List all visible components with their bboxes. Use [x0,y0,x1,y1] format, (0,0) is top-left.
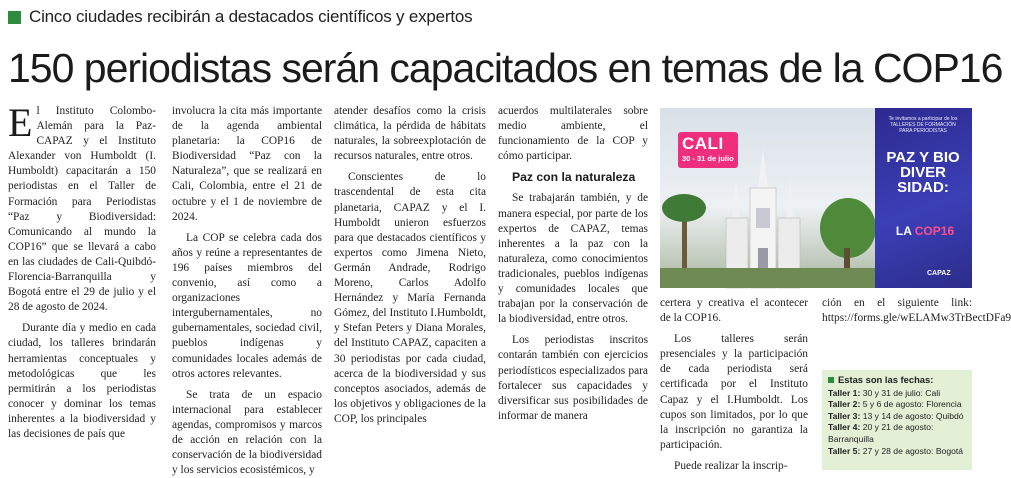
dates-box-title [828,374,968,386]
square-icon [828,377,834,383]
paragraph: atender desafíos como la crisis climática, la pérdida de hábitats naturales, la sobreexplotación de recursos naturales, entre otros. [334,105,486,163]
subheading: Paz con la naturaleza [512,170,636,185]
section-kicker [8,4,968,30]
logo-cop: COP16 [914,224,955,238]
capaz-logo: CAPAZ [927,270,951,277]
paragraph: Puede realizar la inscrip- [674,459,788,472]
paragraph-text: l Instituto Colombo-Alemán para la Paz-CAPAZ y el Instituto Alexander von Humboldt (I. Humboldt) capacitarán a 150 periodistas en el Taller de Formación para Periodistas “Paz y Biodiversidad: Comunicando al mundo la COP16” que se llevará a cabo en las ciudades de Cali-Quibdó- Florencia-Barranquilla y Bogotá entre el 29 de julio y el 28 de agosto de 2024. [8,105,156,314]
paragraph: certera y creativa el acontecer de la COP16. [660,297,808,325]
taller-label: Taller 3: [828,410,861,421]
poster-city: CALI [682,134,724,153]
article-column-5 [660,296,808,470]
taller-text: 20 y 21 de agosto: Barranquilla [828,422,934,444]
taller-label: Taller 5: [828,445,861,456]
taller-item [828,388,968,400]
paragraph: Los talleres serán presenciales y la participación de cada periodista será certificada por el Instituto Capaz y el I.Humboldt. Los cupos son limitados, por lo que la inscripción no garantiza la participación. [660,333,808,451]
taller-item [828,422,968,445]
poster-title: PAZ Y BIO DIVER SIDAD: [886,149,960,196]
paragraph: Durante día y medio en cada ciudad, los talleres brindarán herramientas conceptuales y metodológicas que les permitirán a los periodistas conocer y dominar los temas inherentes a la biodiversidad y las decisiones de país que [8,322,156,440]
article-column-3 [334,104,486,470]
taller-item [828,446,968,458]
paragraph: Se trata de un espacio internacional para establecer agendas, compromisos y marcos de acción en relación con la conservación de la biodiversidad y los servicios ecosistémicos, y [172,388,322,477]
poster-dates: 30 - 31 de julio [682,154,734,163]
ground [660,268,875,288]
paragraph: acuerdos multilaterales sobre medio ambiente, el funcionamiento de la COP y cómo participar. [498,105,648,163]
dates-box-title-text: Estas son las fechas: [838,374,934,385]
taller-label: Taller 4: [828,422,861,433]
workshop-poster [875,108,972,288]
paragraph: involucra la cita más importante de la agenda ambiental planetaria: la COP16 de Biodiversidad “Paz con la Naturaleza”, que se realizará en Cali, Colombia, entre el 21 de octubre y el 1 de noviembre de 2024. [172,105,322,223]
taller-text: 27 y 28 de agosto: Bogotá [860,445,964,456]
taller-label: Taller 2: [828,399,861,410]
taller-text: 13 y 14 de agosto: Quibdó [860,410,964,421]
paragraph: La COP se celebra cada dos años y reúne a representantes de 196 países miembros del convenio, así como a organizaciones intergubernamentales, no gubernamentales, sociedad civil, pueblos indígenas y comunidades locales además de otros actores relevantes. [172,231,322,380]
paragraph: Se trabajarán también, y de manera especial, por parte de los expertos de CAPAZ, temas inherentes a la paz con la naturaleza, como conocimientos tradicionales, pueblos indígenas y comunidades locales que trabajan por la conservación de la biodiversidad, entre otros. [498,192,648,326]
event-photo [660,108,972,288]
taller-text: 30 y 31 de julio: Cali [860,387,941,398]
kicker-square-icon [8,11,21,24]
cop16-logo [895,224,955,242]
dates-box [822,370,972,470]
headline: 150 periodistas serán capacitados en temas de la COP16 [8,45,1003,91]
taller-item [828,411,968,423]
article-column-6 [822,296,1011,366]
taller-item [828,399,968,411]
taller-label: Taller 1: [828,387,861,398]
poster-invite-text: Te invitamos a participar de los TALLERES DE FORMACIÓN PARA PERIODISTAS [888,116,958,134]
article-column-2 [172,104,322,477]
taller-text: 5 y 6 de agosto: Florencia [860,399,962,410]
registration-link-text: ción en el siguiente link: https://forms.gle/wELAMw3TrBectDFa9 [822,297,1011,325]
article-column-4 [498,104,648,470]
article-column-1 [8,100,156,470]
cali-badge [678,132,738,168]
paragraph: Los periodistas inscritos contarán también con ejercicios periodísticos especializados para fortalecer sus capacidades y diversificar sus posibilidades de informar de manera [498,334,648,422]
logo-la: LA [895,224,915,238]
drop-cap: E [8,100,33,145]
paragraph [8,100,156,315]
kicker-text: Cinco ciudades recibirán a destacados científicos y expertos [29,7,473,26]
church-illustration [708,148,818,288]
paragraph: Conscientes de lo trascendental de esta cita planetaria, CAPAZ y el I. Humboldt unieron esfuerzos para que destacados científicos y expertos como Jimena Nieto, Germán Andrade, Rodrigo Moreno, Carlos Adolfo Hernández y María Fernanda Gómez, del Instituto I.Humboldt, y Stefan Peters y Diana Morales, del Instituto CAPAZ, capaciten a 30 periodistas por cada ciudad, acerca de la biodiversidad y sus conceptos asociados, además de los objetivos y obligaciones de la COP, los principales [334,171,486,425]
